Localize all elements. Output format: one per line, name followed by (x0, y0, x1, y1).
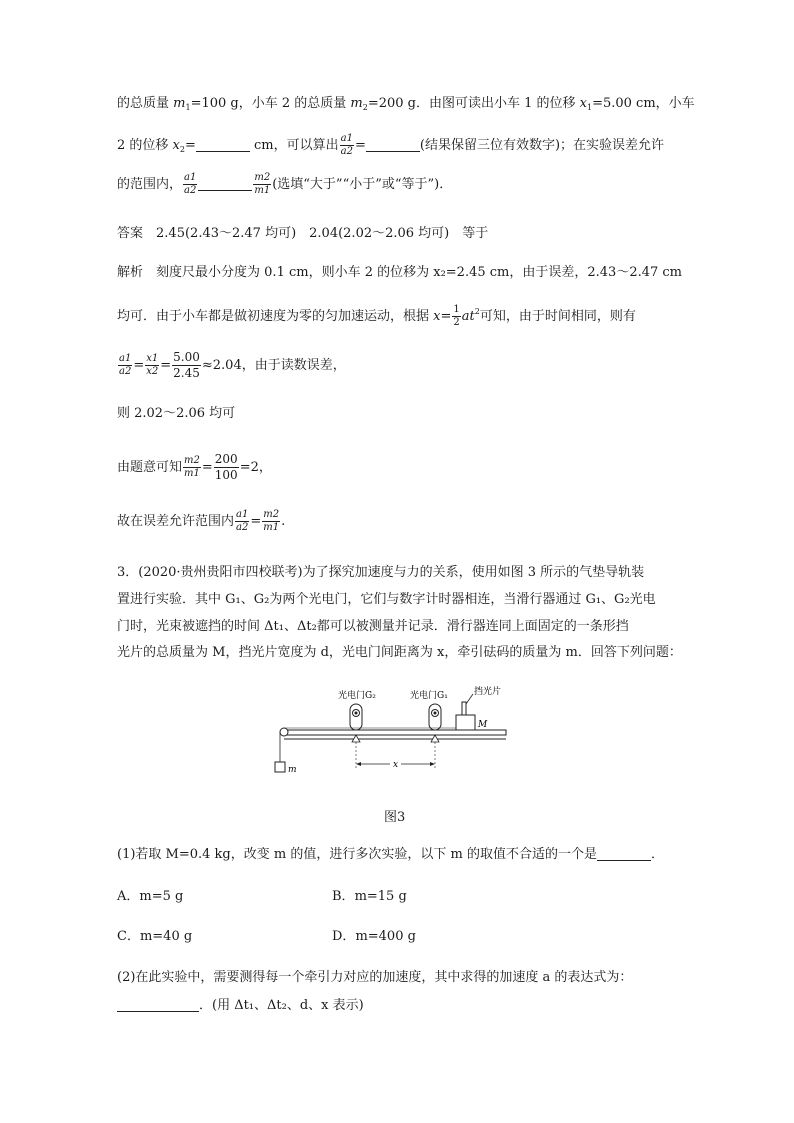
option-b[interactable]: B．m=15 g (332, 889, 407, 904)
label-gate-g1: 光电门G₁ (410, 691, 448, 701)
fraction-m2-m1: $\frac{m2}{m1}$ (184, 455, 200, 479)
shade-plate (462, 702, 466, 715)
para1-line1: 的总质量 $m_1=100$ g，小车 2 的总质量 $m_2=200$ g．由图可读出小车 1 的位移 $x_1=5.00$ cm，小车 (117, 96, 695, 112)
answer-blank-x2[interactable] (196, 137, 250, 152)
air-track-figure (270, 682, 520, 782)
sub2-line2: ．(用 Δt₁、Δt₂、d、x 表示) (117, 996, 364, 1016)
fraction-a1-a2-b: $\frac{a1}{a2}$ (119, 353, 132, 377)
label-mass-m: m (288, 765, 297, 775)
analysis-label: 解析 (117, 265, 144, 280)
fraction-x1-x2: $\frac{x1}{x2}$ (146, 353, 159, 377)
fraction-a-ratio: $\frac{a1}{a2}$ (184, 172, 197, 196)
option-c[interactable]: C．m=40 g (117, 929, 193, 944)
fraction-a1-a2: $\frac{a1}{a2}$ (340, 133, 353, 157)
label-distance-x: x (393, 760, 399, 770)
q3-line4: 光片的总质量为 M，挡光片宽度为 d，光电门间距离为 x，牵引砝码的质量为 m．回答下列问题： (117, 645, 682, 660)
label-gate-g2: 光电门G₂ (338, 691, 376, 701)
q3-line3: 门时，光束被遮挡的时间 Δt₁、Δt₂都可以被测量并记录．滑行器连同上面固定的一条形挡 (117, 619, 629, 634)
analysis-line3: $\frac{a1}{a2}$ = $\frac{x1}{x2}$ = $\frac{5.00}{2.45}$ ≈2.04，由于读数误差， (119, 350, 346, 380)
analysis-line1: 解析 刻度尺最小分度为 0.1 cm，则小车 2 的位移为 x₂=2.45 cm，由于误差，2.43～2.47 cm (117, 265, 682, 280)
hanging-mass (275, 762, 285, 772)
q3-line1: 3．(2020·贵州贵阳市四校联考)为了探究加速度与力的关系，使用如图 3 所示的气垫导轨装 (117, 565, 645, 580)
fraction-m-ratio: $\frac{m2}{m1}$ (254, 172, 271, 196)
sub1-question: (1)若取 M=0.4 kg，改变 m 的值，进行多次实验，以下 m 的取值不合适的一个是 ． (117, 847, 664, 862)
sub2-question: (2)在此实验中，需要测得每一个牵引力对应的加速度，其中求得的加速度 a 的表达式为： (117, 970, 633, 985)
fraction-m2-m1-b: $\frac{m2}{m1}$ (263, 509, 280, 533)
pulley-icon (280, 728, 288, 736)
answer-blank-ratio[interactable] (366, 137, 420, 152)
air-track-diagram (270, 682, 520, 782)
gate-g2-icon (350, 704, 362, 730)
answer-label: 答案 (117, 226, 144, 241)
slider-block (456, 715, 475, 730)
label-mass-M: M (478, 720, 488, 730)
q3-line2: 置进行实验．其中 G₁、G₂为两个光电门，它们与数字计时器相连，当滑行器通过 G₁、G₂光电 (117, 592, 656, 607)
para1-line3: 的范围内， $\frac{a1}{a2}$ $\frac{m2}{m1}$ (选填“大于”“小于”或“等于”)． (117, 172, 453, 196)
analysis-line5: 由题意可知 $\frac{m2}{m1}$ = $\frac{200}{100}$ =2， (117, 452, 272, 482)
answer-line (117, 224, 488, 244)
para1-line2: 2 的位移 $x_2=$ cm，可以算出 $\frac{a1}{a2}$ = (结果保留三位有效数字)；在实验误差允许 (117, 133, 665, 157)
fraction-500-245: $\frac{5.00}{2.45}$ (173, 350, 200, 380)
answer-blank-sub2[interactable] (117, 997, 199, 1012)
figure-caption: 图3 (384, 810, 406, 825)
analysis-line2: 均可．由于小车都是做初速度为零的匀加速运动，根据 x= $\frac{1}{2}$ $at^2$可知，由于时间相同，则有 (117, 304, 636, 328)
fraction-half: $\frac{1}{2}$ (453, 304, 460, 328)
air-track (284, 730, 506, 735)
label-shade-plate: 挡光片 (474, 687, 502, 697)
fraction-a1-a2-c: $\frac{a1}{a2}$ (236, 509, 249, 533)
answer-text: 2.45(2.43～2.47 均可) 2.04(2.02～2.06 均可) 等于 (156, 226, 489, 241)
analysis-line6: 故在误差允许范围内 $\frac{a1}{a2}$ = $\frac{m2}{m1}$ . (117, 509, 286, 533)
answer-blank-compare[interactable] (198, 176, 252, 191)
option-d[interactable]: D．m=400 g (332, 929, 416, 944)
fraction-200-100: $\frac{200}{100}$ (214, 452, 238, 482)
answer-blank-sub1[interactable] (597, 846, 651, 861)
analysis-line4: 则 2.02～2.06 均可 (117, 406, 236, 421)
gate-g1-icon (429, 704, 441, 730)
option-a[interactable]: A．m=5 g (117, 889, 184, 904)
